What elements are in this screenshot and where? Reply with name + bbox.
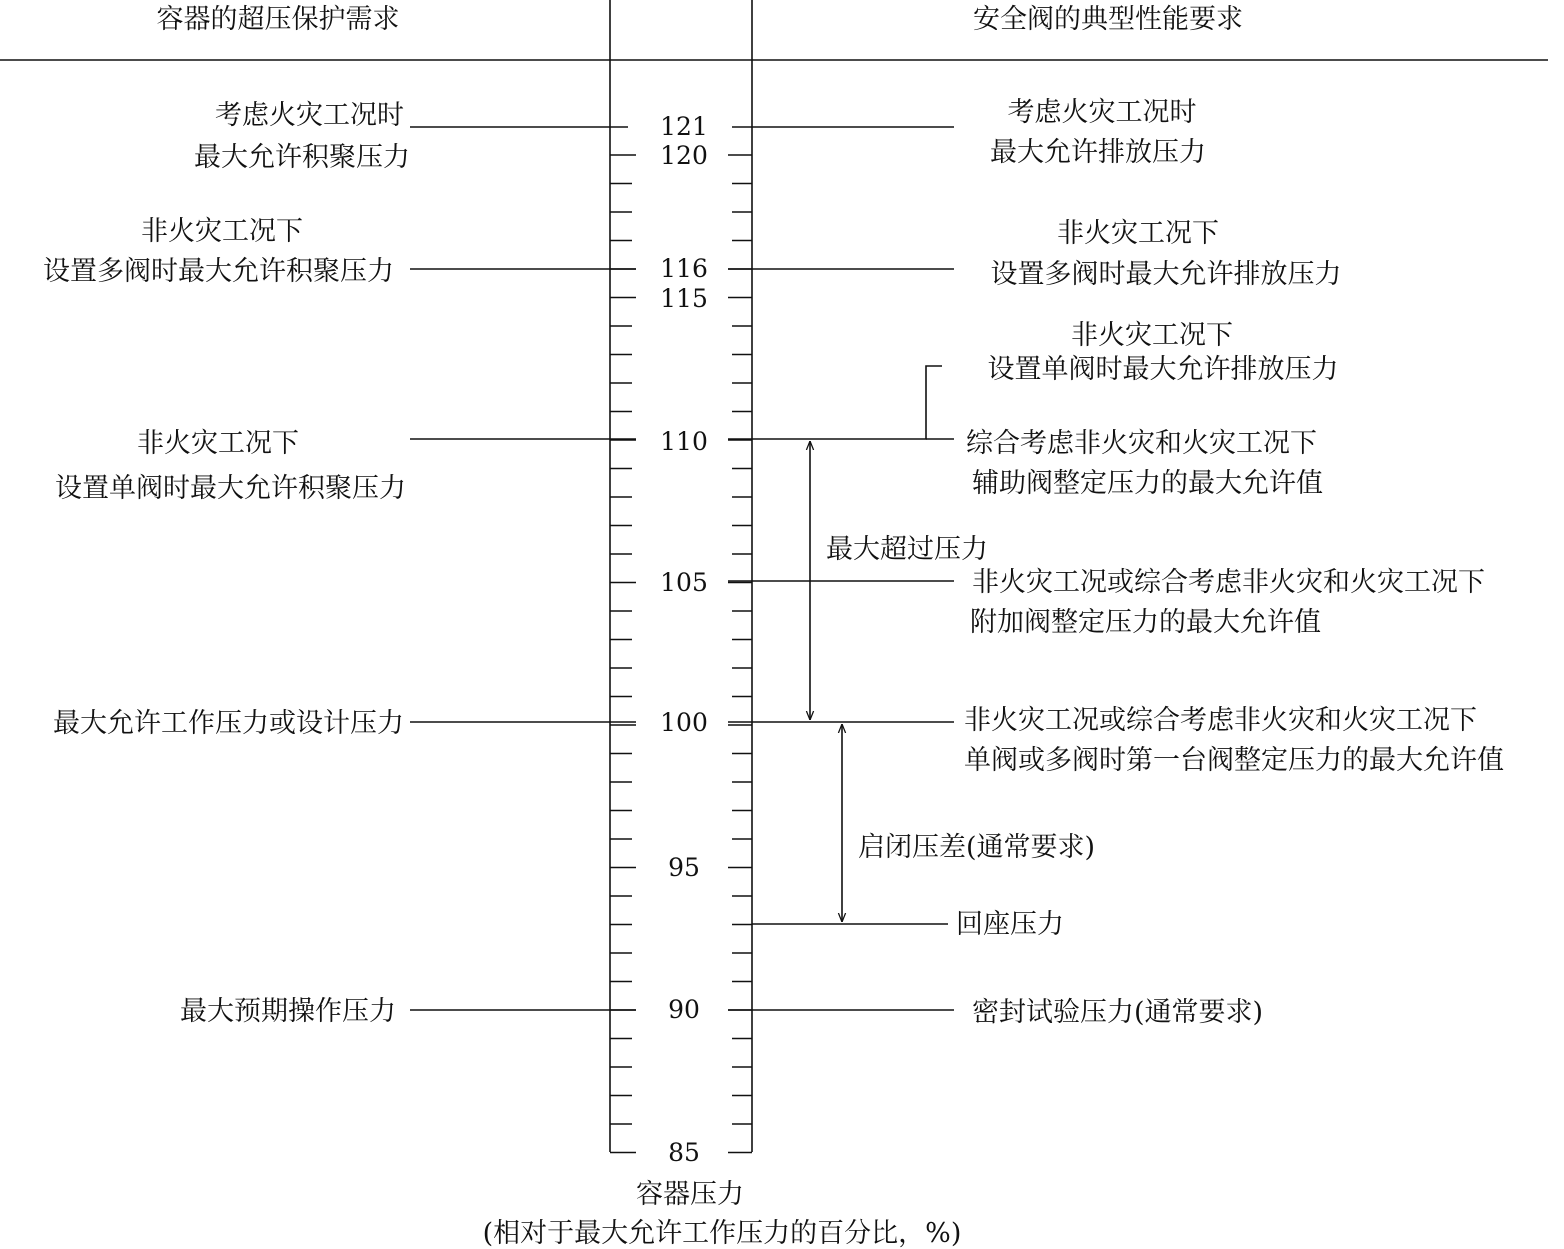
axis-subtitle: (相对于最大允许工作压力的百分比，%) (482, 1218, 962, 1249)
right-label-first-valve-1: 非火灾工况或综合考虑非火灾和火灾工况下 (964, 705, 1477, 736)
right-label-single-valve-2: 设置单阀时最大允许排放压力 (987, 354, 1339, 385)
tick-label-95: 95 (668, 853, 700, 882)
tick-label-120: 120 (660, 141, 708, 170)
tick-label-116: 116 (660, 254, 708, 283)
right-leader-110 (728, 366, 942, 439)
right-label-reseat: 回座压力 (956, 909, 1064, 940)
tick-label-100: 100 (660, 708, 708, 737)
header-left: 容器的超压保护需求 (156, 4, 400, 35)
left-label-fire-accumulation-2: 最大允许积聚压力 (194, 142, 410, 173)
tick-label-115: 115 (660, 284, 708, 313)
left-label-single-valve-1: 非火灾工况下 (137, 428, 299, 459)
header-right: 安全阀的典型性能要求 (973, 4, 1243, 35)
left-label-mawp: 最大允许工作压力或设计压力 (53, 708, 404, 739)
tick-label-121: 121 (660, 112, 708, 141)
right-label-aux-valve-1: 综合考虑非火灾和火灾工况下 (966, 428, 1317, 459)
axis-title: 容器压力 (636, 1179, 744, 1210)
right-label-fire-relief-2: 最大允许排放压力 (990, 137, 1206, 168)
tick-label-105: 105 (660, 568, 708, 597)
right-label-additional-valve-1: 非火灾工况或综合考虑非火灾和火灾工况下 (972, 567, 1485, 598)
right-label-aux-valve-2: 辅助阀整定压力的最大允许值 (972, 468, 1323, 499)
overpressure-label: 最大超过压力 (826, 534, 988, 565)
right-label-multi-valve-1: 非火灾工况下 (1057, 218, 1219, 249)
right-label-single-valve-1: 非火灾工况下 (1071, 320, 1233, 351)
tick-label-90: 90 (668, 995, 700, 1024)
blowdown-label: 启闭压差(通常要求) (858, 832, 1096, 863)
left-label-multi-valve-1: 非火灾工况下 (141, 216, 303, 247)
right-label-seal-test: 密封试验压力(通常要求) (972, 997, 1264, 1028)
tick-label-85: 85 (668, 1138, 700, 1167)
tick-label-110: 110 (660, 427, 708, 456)
left-label-fire-accumulation-1: 考虑火灾工况时 (215, 100, 404, 131)
left-label-single-valve-2: 设置单阀时最大允许积聚压力 (55, 473, 406, 504)
left-label-multi-valve-2: 设置多阀时最大允许积聚压力 (43, 256, 394, 287)
left-label-max-operating: 最大预期操作压力 (180, 996, 396, 1027)
right-label-multi-valve-2: 设置多阀时最大允许排放压力 (990, 259, 1342, 290)
right-label-fire-relief-1: 考虑火灾工况时 (1007, 97, 1197, 128)
right-label-additional-valve-2: 附加阀整定压力的最大允许值 (970, 607, 1321, 638)
right-label-first-valve-2: 单阀或多阀时第一台阀整定压力的最大允许值 (964, 745, 1504, 776)
